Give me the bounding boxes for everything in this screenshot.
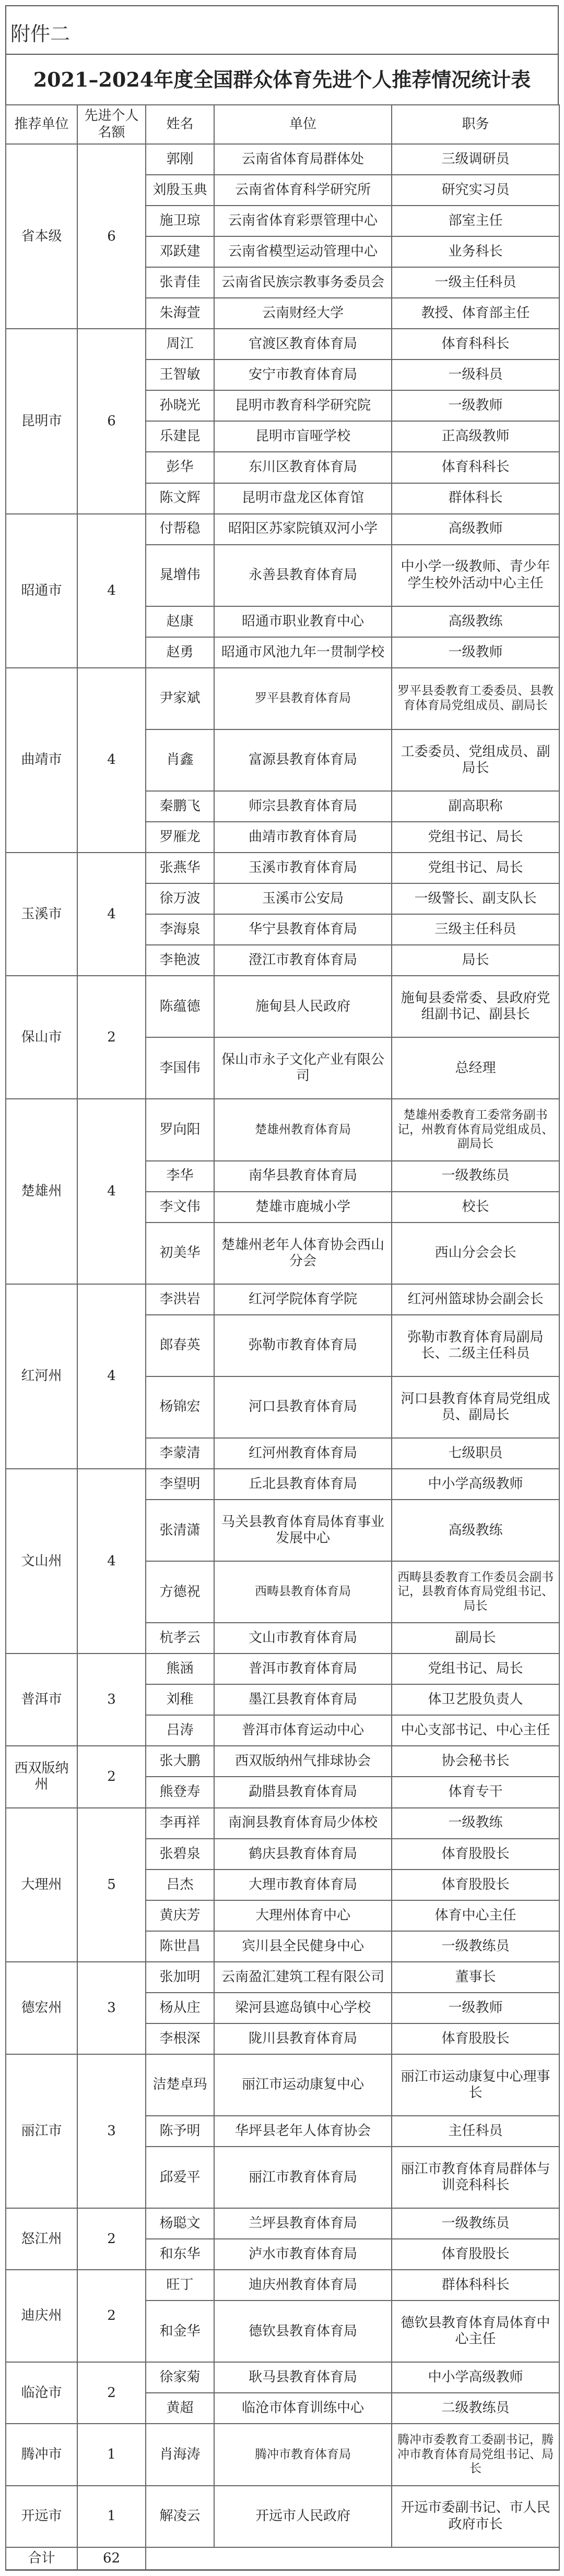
person-org-cell: 开远市人民政府 — [214, 2486, 392, 2547]
person-name-cell: 陈蕴德 — [146, 976, 214, 1037]
person-org-cell: 曲靖市教育体育局 — [214, 822, 392, 853]
person-role-cell: 体育科科长 — [392, 452, 559, 483]
person-name-cell: 和金华 — [146, 2301, 214, 2362]
person-role-cell: 高级教练 — [392, 606, 559, 637]
person-name-cell: 熊登寿 — [146, 1777, 214, 1807]
person-role-cell: 罗平县委教育工委委员、县教育体育局党组成员、副局长 — [392, 668, 559, 729]
person-role-cell: 群体科科长 — [392, 2270, 559, 2301]
person-name-cell: 施卫琼 — [146, 206, 214, 236]
person-role-cell: 三级主任科员 — [392, 914, 559, 945]
person-role-cell: 局长 — [392, 945, 559, 976]
recommend-unit-cell: 玉溪市 — [6, 853, 77, 976]
person-org-cell: 文山市教育体育局 — [214, 1623, 392, 1654]
person-org-cell: 河口县教育体育局 — [214, 1376, 392, 1438]
quota-cell: 4 — [77, 668, 146, 853]
attachment-label: 附件二 — [10, 22, 70, 45]
person-org-cell: 永善县教育体育局 — [214, 545, 392, 606]
person-name-cell: 李再祥 — [146, 1808, 214, 1839]
person-org-cell: 墨江县教育体育局 — [214, 1684, 392, 1715]
person-org-cell: 施甸县人民政府 — [214, 976, 392, 1037]
person-org-cell: 官渡区教育体育局 — [214, 329, 392, 360]
person-role-cell: 西畴县委教育工作委员会副书记，县教育体育局党组书记、局长 — [392, 1561, 559, 1623]
person-org-cell: 昆明市教育科学研究院 — [214, 390, 392, 421]
person-org-cell: 西双版纳州气排球协会 — [214, 1746, 392, 1777]
quota-cell: 6 — [77, 144, 146, 329]
person-org-cell: 大理州体育中心 — [214, 1900, 392, 1931]
person-org-cell: 陇川县教育体育局 — [214, 2023, 392, 2054]
person-name-cell: 罗雁龙 — [146, 822, 214, 853]
person-org-cell: 楚雄市鹿城小学 — [214, 1192, 392, 1223]
person-role-cell: 三级调研员 — [392, 144, 559, 175]
person-org-cell: 云南省体育彩票管理中心 — [214, 206, 392, 236]
person-name-cell: 张碧泉 — [146, 1839, 214, 1870]
person-name-cell: 肖鑫 — [146, 729, 214, 791]
table-row — [6, 668, 559, 729]
person-org-cell: 华宁县教育体育局 — [214, 914, 392, 945]
table-row — [6, 1654, 559, 1684]
total-label-cell: 合计 — [6, 2547, 77, 2570]
person-name-cell: 李海泉 — [146, 914, 214, 945]
person-org-cell: 南涧县教育体育局少体校 — [214, 1808, 392, 1839]
person-role-cell: 七级职员 — [392, 1438, 559, 1469]
person-name-cell: 张燕华 — [146, 853, 214, 883]
recommendation-table — [5, 104, 560, 2571]
person-name-cell: 秦鹏飞 — [146, 791, 214, 822]
person-org-cell: 华坪县老年人体育协会 — [214, 2116, 392, 2147]
person-role-cell: 体卫艺股负责人 — [392, 1684, 559, 1715]
person-name-cell: 解凌云 — [146, 2486, 214, 2547]
person-org-cell: 大理市教育体育局 — [214, 1870, 392, 1900]
table-row — [6, 514, 559, 545]
person-org-cell: 云南盈汇建筑工程有限公司 — [214, 1962, 392, 1993]
header-org: 单位 — [214, 105, 392, 144]
table-body — [6, 144, 559, 2570]
person-role-cell: 一级教师 — [392, 390, 559, 421]
person-role-cell: 群体科长 — [392, 483, 559, 514]
person-org-cell: 安宁市教育体育局 — [214, 360, 392, 390]
person-org-cell: 昆明市盲哑学校 — [214, 421, 392, 452]
table-title: 2021–2024年度全国群众体育先进个人推荐情况统计表 — [5, 55, 559, 104]
person-role-cell: 工委委员、党组成员、副局长 — [392, 729, 559, 791]
person-role-cell: 一级教练员 — [392, 1161, 559, 1192]
person-name-cell: 孙晓光 — [146, 390, 214, 421]
person-name-cell: 徐万波 — [146, 883, 214, 914]
person-role-cell: 二级教练员 — [392, 2393, 559, 2424]
person-role-cell: 体育股股长 — [392, 1839, 559, 1870]
table-row — [6, 2208, 559, 2239]
person-name-cell: 刘稚 — [146, 1684, 214, 1715]
table-row — [6, 2054, 559, 2116]
person-role-cell: 体育专干 — [392, 1777, 559, 1807]
person-role-cell: 体育中心主任 — [392, 1900, 559, 1931]
recommend-unit-cell: 腾冲市 — [6, 2424, 77, 2485]
person-org-cell: 普洱市教育体育局 — [214, 1654, 392, 1684]
recommend-unit-cell: 怒江州 — [6, 2208, 77, 2270]
person-name-cell: 李洪岩 — [146, 1284, 214, 1315]
person-role-cell: 党组书记、局长 — [392, 1654, 559, 1684]
person-org-cell: 梁河县遮岛镇中心学校 — [214, 1993, 392, 2023]
person-org-cell: 临沧市体育训练中心 — [214, 2393, 392, 2424]
person-name-cell: 李根深 — [146, 2023, 214, 2054]
person-role-cell: 体育股股长 — [392, 1870, 559, 1900]
recommend-unit-cell: 普洱市 — [6, 1654, 77, 1746]
person-role-cell: 体育股股长 — [392, 2239, 559, 2270]
person-org-cell: 楚雄州老年人体育协会西山分会 — [214, 1223, 392, 1284]
person-name-cell: 赵康 — [146, 606, 214, 637]
person-role-cell: 一级教练员 — [392, 2208, 559, 2239]
person-role-cell: 西山分会会长 — [392, 1223, 559, 1284]
person-role-cell: 研究实习员 — [392, 175, 559, 206]
person-org-cell: 富源县教育体育局 — [214, 729, 392, 791]
person-role-cell: 正高级教师 — [392, 421, 559, 452]
person-role-cell: 业务科长 — [392, 236, 559, 267]
person-role-cell: 部室主任 — [392, 206, 559, 236]
quota-cell: 4 — [77, 853, 146, 976]
person-role-cell: 一级科员 — [392, 360, 559, 390]
recommend-unit-cell: 临沧市 — [6, 2362, 77, 2424]
person-name-cell: 邱爱平 — [146, 2147, 214, 2208]
person-role-cell: 党组书记、局长 — [392, 822, 559, 853]
person-org-cell: 云南省体育局群体处 — [214, 144, 392, 175]
person-role-cell: 开远市委副书记、市人民政府市长 — [392, 2486, 559, 2547]
header-role: 职务 — [392, 105, 559, 144]
person-role-cell: 腾冲市委教育工委副书记，腾冲市教育体育局党组书记、局长 — [392, 2424, 559, 2485]
recommend-unit-cell: 西双版纳州 — [6, 1746, 77, 1807]
quota-cell: 1 — [77, 2424, 146, 2485]
person-role-cell: 总经理 — [392, 1037, 559, 1099]
person-name-cell: 张大鹏 — [146, 1746, 214, 1777]
table-row — [6, 1808, 559, 1839]
person-org-cell: 马关县教育体育局体育事业发展中心 — [214, 1500, 392, 1561]
person-org-cell: 兰坪县教育体育局 — [214, 2208, 392, 2239]
person-name-cell: 杭孝云 — [146, 1623, 214, 1654]
table-row — [6, 329, 559, 360]
table-row — [6, 1099, 559, 1160]
recommend-unit-cell: 德宏州 — [6, 1962, 77, 2054]
person-org-cell: 东川区教育体育局 — [214, 452, 392, 483]
person-org-cell: 玉溪市教育体育局 — [214, 853, 392, 883]
person-name-cell: 杨锦宏 — [146, 1376, 214, 1438]
person-name-cell: 晁增伟 — [146, 545, 214, 606]
table-row — [6, 976, 559, 1037]
person-name-cell: 杨聪文 — [146, 2208, 214, 2239]
person-role-cell: 一级警长、副支队长 — [392, 883, 559, 914]
person-role-cell: 一级教师 — [392, 1993, 559, 2023]
person-name-cell: 罗向阳 — [146, 1099, 214, 1160]
recommend-unit-cell: 保山市 — [6, 976, 77, 1099]
person-name-cell: 李华 — [146, 1161, 214, 1192]
recommend-unit-cell: 大理州 — [6, 1808, 77, 1962]
person-name-cell: 黄超 — [146, 2393, 214, 2424]
header-recommend-unit: 推荐单位 — [6, 105, 77, 144]
quota-cell: 2 — [77, 1746, 146, 1807]
person-name-cell: 付帮稳 — [146, 514, 214, 545]
table-row — [6, 2424, 559, 2485]
table-row — [6, 144, 559, 175]
quota-cell: 2 — [77, 976, 146, 1099]
person-role-cell: 校长 — [392, 1192, 559, 1223]
person-role-cell: 德钦县教育体育局体育中心主任 — [392, 2301, 559, 2362]
table-row — [6, 2362, 559, 2393]
person-name-cell: 李文伟 — [146, 1192, 214, 1223]
person-org-cell: 师宗县教育体育局 — [214, 791, 392, 822]
quota-cell: 3 — [77, 1654, 146, 1746]
person-org-cell: 昭通市风池九年一贯制学校 — [214, 637, 392, 668]
quota-cell: 2 — [77, 2362, 146, 2424]
person-role-cell: 中小学高级教师 — [392, 1469, 559, 1500]
table-header-row — [6, 105, 559, 144]
quota-cell: 4 — [77, 514, 146, 668]
person-org-cell: 红河州教育体育局 — [214, 1438, 392, 1469]
person-org-cell: 西畴县教育体育局 — [214, 1561, 392, 1623]
table-row — [6, 1746, 559, 1777]
table-row — [6, 853, 559, 883]
total-row — [6, 2547, 559, 2570]
person-role-cell: 红河州篮球协会副会长 — [392, 1284, 559, 1315]
person-name-cell: 李望明 — [146, 1469, 214, 1500]
person-name-cell: 熊涵 — [146, 1654, 214, 1684]
person-name-cell: 吕涛 — [146, 1715, 214, 1746]
person-name-cell: 张加明 — [146, 1962, 214, 1993]
person-role-cell: 教授、体育部主任 — [392, 298, 559, 329]
person-name-cell: 赵勇 — [146, 637, 214, 668]
person-role-cell: 中小学高级教师 — [392, 2362, 559, 2393]
quota-cell: 4 — [77, 1284, 146, 1469]
person-org-cell: 宾川县全民健身中心 — [214, 1931, 392, 1962]
table-row — [6, 1962, 559, 1993]
quota-cell: 2 — [77, 2270, 146, 2362]
person-org-cell: 云南财经大学 — [214, 298, 392, 329]
person-name-cell: 和东华 — [146, 2239, 214, 2270]
person-org-cell: 云南省模型运动管理中心 — [214, 236, 392, 267]
person-org-cell: 保山市永子文化产业有限公司 — [214, 1037, 392, 1099]
person-role-cell: 副高职称 — [392, 791, 559, 822]
person-role-cell: 高级教练 — [392, 1500, 559, 1561]
person-role-cell: 一级教练员 — [392, 1931, 559, 1962]
person-name-cell: 杨从庄 — [146, 1993, 214, 2023]
person-role-cell: 董事长 — [392, 1962, 559, 1993]
person-org-cell: 昭阳区苏家院镇双河小学 — [214, 514, 392, 545]
person-org-cell: 罗平县教育体育局 — [214, 668, 392, 729]
person-name-cell: 方德祝 — [146, 1561, 214, 1623]
recommend-unit-cell: 迪庆州 — [6, 2270, 77, 2362]
person-org-cell: 丘北县教育体育局 — [214, 1469, 392, 1500]
person-role-cell: 楚雄州委教育工委常务副书记，州教育体育局党组成员、副局长 — [392, 1099, 559, 1160]
quota-cell: 1 — [77, 2486, 146, 2547]
person-name-cell: 尹家斌 — [146, 668, 214, 729]
quota-cell: 2 — [77, 2208, 146, 2270]
person-org-cell: 昭通市职业教育中心 — [214, 606, 392, 637]
quota-cell: 5 — [77, 1808, 146, 1962]
person-name-cell: 初美华 — [146, 1223, 214, 1284]
attachment-header-box — [5, 5, 559, 55]
person-name-cell: 刘殷玉典 — [146, 175, 214, 206]
recommend-unit-cell: 丽江市 — [6, 2054, 77, 2208]
header-name: 姓名 — [146, 105, 214, 144]
person-name-cell: 李艳波 — [146, 945, 214, 976]
person-org-cell: 丽江市教育体育局 — [214, 2147, 392, 2208]
total-value-cell: 62 — [77, 2547, 146, 2570]
person-role-cell: 一级教练 — [392, 1808, 559, 1839]
person-name-cell: 肖海涛 — [146, 2424, 214, 2485]
person-role-cell: 党组书记、局长 — [392, 853, 559, 883]
person-org-cell: 鹤庆县教育体育局 — [214, 1839, 392, 1870]
person-name-cell: 李蒙清 — [146, 1438, 214, 1469]
recommend-unit-cell: 省本级 — [6, 144, 77, 329]
person-org-cell: 普洱市体育运动中心 — [214, 1715, 392, 1746]
person-org-cell: 云南省民族宗教事务委员会 — [214, 267, 392, 298]
quota-cell: 6 — [77, 329, 146, 513]
person-org-cell: 云南省体育科学研究所 — [214, 175, 392, 206]
table-row — [6, 2270, 559, 2301]
person-org-cell: 澄江市教育体育局 — [214, 945, 392, 976]
person-role-cell: 弥勒市教育体育局副局长、二级主任科员 — [392, 1315, 559, 1376]
person-org-cell: 楚雄州教育体育局 — [214, 1099, 392, 1160]
person-name-cell: 陈予明 — [146, 2116, 214, 2147]
table-row — [6, 1469, 559, 1500]
person-org-cell: 迪庆州教育体育局 — [214, 2270, 392, 2301]
person-name-cell: 李国伟 — [146, 1037, 214, 1099]
recommend-unit-cell: 曲靖市 — [6, 668, 77, 853]
person-role-cell: 副局长 — [392, 1623, 559, 1654]
table-row — [6, 2486, 559, 2547]
person-org-cell: 勐腊县教育体育局 — [214, 1777, 392, 1807]
person-role-cell: 体育股股长 — [392, 2023, 559, 2054]
person-org-cell: 腾冲市教育体育局 — [214, 2424, 392, 2485]
person-role-cell: 体育科科长 — [392, 329, 559, 360]
person-name-cell: 周江 — [146, 329, 214, 360]
person-name-cell: 徐家菊 — [146, 2362, 214, 2393]
person-name-cell: 邓跃建 — [146, 236, 214, 267]
person-name-cell: 洁楚卓玛 — [146, 2054, 214, 2116]
person-name-cell: 旺丁 — [146, 2270, 214, 2301]
person-org-cell: 红河学院体育学院 — [214, 1284, 392, 1315]
person-org-cell: 玉溪市公安局 — [214, 883, 392, 914]
person-org-cell: 泸水市教育体育局 — [214, 2239, 392, 2270]
person-role-cell: 高级教师 — [392, 514, 559, 545]
person-role-cell: 丽江市教育体育局群体与训竞科科长 — [392, 2147, 559, 2208]
quota-cell: 3 — [77, 2054, 146, 2208]
person-role-cell: 中心支部书记、中心主任 — [392, 1715, 559, 1746]
person-org-cell: 耿马县教育体育局 — [214, 2362, 392, 2393]
person-role-cell: 河口县教育体育局党组成员、副局长 — [392, 1376, 559, 1438]
person-role-cell: 中小学一级教师、青少年学生校外活动中心主任 — [392, 545, 559, 606]
person-name-cell: 吕杰 — [146, 1870, 214, 1900]
empty-cell — [146, 2547, 559, 2570]
person-role-cell: 一级主任科员 — [392, 267, 559, 298]
table-bottom-rule — [5, 2569, 559, 2570]
person-name-cell: 乐建昆 — [146, 421, 214, 452]
table-row — [6, 1284, 559, 1315]
person-name-cell: 郭刚 — [146, 144, 214, 175]
person-role-cell: 协会秘书长 — [392, 1746, 559, 1777]
recommend-unit-cell: 红河州 — [6, 1284, 77, 1469]
person-name-cell: 陈文辉 — [146, 483, 214, 514]
person-name-cell: 张清潇 — [146, 1500, 214, 1561]
person-role-cell: 丽江市运动康复中心理事长 — [392, 2054, 559, 2116]
person-org-cell: 南华县教育体育局 — [214, 1161, 392, 1192]
person-role-cell: 主任科员 — [392, 2116, 559, 2147]
person-name-cell: 郎春英 — [146, 1315, 214, 1376]
person-name-cell: 王智敏 — [146, 360, 214, 390]
person-name-cell: 张青佳 — [146, 267, 214, 298]
person-name-cell: 朱海萱 — [146, 298, 214, 329]
recommend-unit-cell: 昭通市 — [6, 514, 77, 668]
recommend-unit-cell: 昆明市 — [6, 329, 77, 513]
person-role-cell: 施甸县委常委、县政府党组副书记、副县长 — [392, 976, 559, 1037]
person-org-cell: 丽江市运动康复中心 — [214, 2054, 392, 2116]
quota-cell: 4 — [77, 1099, 146, 1284]
person-name-cell: 黄庆芳 — [146, 1900, 214, 1931]
quota-cell: 3 — [77, 1962, 146, 2054]
person-name-cell: 彭华 — [146, 452, 214, 483]
person-name-cell: 陈世昌 — [146, 1931, 214, 1962]
recommend-unit-cell: 楚雄州 — [6, 1099, 77, 1284]
person-org-cell: 弥勒市教育体育局 — [214, 1315, 392, 1376]
person-role-cell: 一级教师 — [392, 637, 559, 668]
recommend-unit-cell: 文山州 — [6, 1469, 77, 1654]
quota-cell: 4 — [77, 1469, 146, 1654]
person-org-cell: 昆明市盘龙区体育馆 — [214, 483, 392, 514]
person-org-cell: 德钦县教育体育局 — [214, 2301, 392, 2362]
header-quota: 先进个人名额 — [77, 105, 146, 144]
recommend-unit-cell: 开远市 — [6, 2486, 77, 2547]
